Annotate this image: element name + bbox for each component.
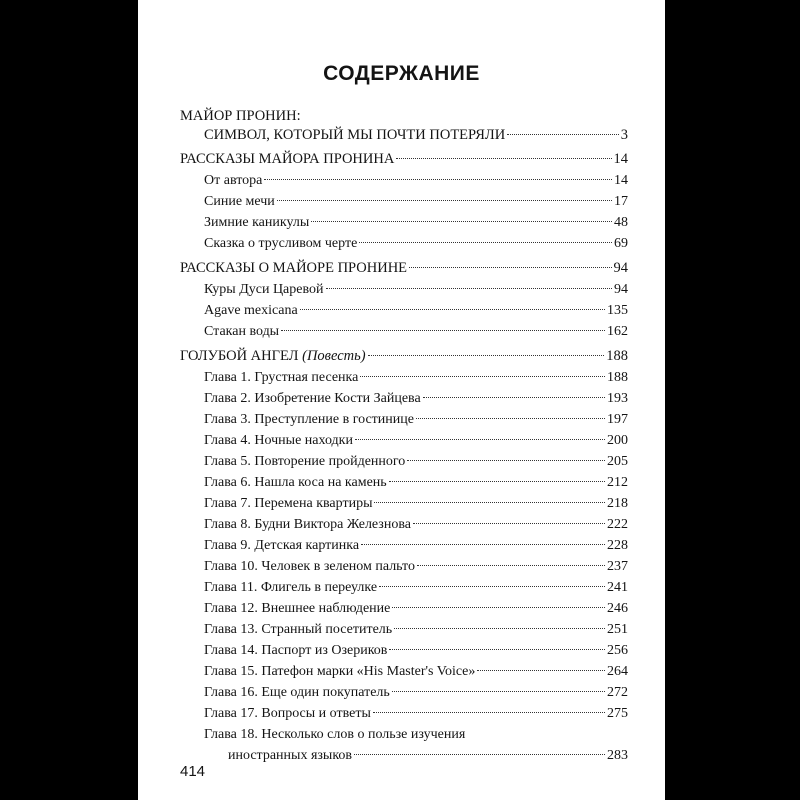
toc-entry-title: Глава 7. Перемена квартиры	[204, 496, 373, 511]
toc-entry-page: 241	[607, 580, 628, 595]
toc-entry-title: иностранных языков	[228, 748, 353, 763]
toc-entry-title: Глава 10. Человек в зеленом пальто	[204, 559, 415, 574]
toc-entry	[204, 171, 628, 191]
dot-leader	[396, 158, 611, 159]
toc-entry-title: Глава 17. Вопросы и ответы	[204, 706, 371, 721]
toc-entry-page: 218	[607, 496, 628, 511]
dot-leader	[507, 134, 619, 135]
dot-leader	[354, 754, 605, 755]
toc-entry-page: 264	[607, 664, 628, 679]
toc-entry	[204, 301, 628, 321]
dot-leader	[264, 179, 612, 180]
dot-leader	[360, 376, 605, 377]
toc-entry-title: РАССКАЗЫ О МАЙОРЕ ПРОНИНЕ	[180, 260, 408, 276]
toc-entry-title: Глава 1. Грустная песенка	[204, 370, 359, 385]
toc-entry	[204, 704, 628, 724]
toc-entry	[204, 620, 628, 640]
dot-leader	[277, 200, 612, 201]
toc-entry	[180, 149, 628, 169]
toc-entry-title: РАССКАЗЫ МАЙОРА ПРОНИНА	[180, 151, 395, 167]
dot-leader	[389, 649, 605, 650]
toc-entry-title: Зимние каникулы	[204, 215, 310, 230]
toc-entry	[204, 431, 628, 451]
toc-entry-page: 205	[607, 454, 628, 469]
page-title: СОДЕРЖАНИЕ	[323, 62, 480, 85]
dot-leader	[379, 586, 605, 587]
toc-entry	[204, 234, 628, 254]
dot-leader	[394, 628, 605, 629]
dot-leader	[416, 418, 605, 419]
toc-entry-title: МАЙОР ПРОНИН:	[180, 108, 301, 124]
toc-entry-page: 135	[607, 303, 628, 318]
toc-entry	[204, 599, 628, 619]
toc-entry-title: Глава 8. Будни Виктора Железнова	[204, 517, 411, 532]
toc-entry-title: Глава 5. Повторение пройденного	[204, 454, 406, 469]
toc-entry-subtitle: (Повесть)	[302, 348, 366, 364]
toc-entry-page: 193	[607, 391, 628, 406]
toc-entry-page: 94	[613, 260, 628, 276]
dot-leader	[392, 691, 605, 692]
toc-entry	[204, 515, 628, 535]
toc-entry-title: Глава 6. Нашла коса на камень	[204, 475, 387, 490]
toc-entry-title: Agave mexicana	[204, 303, 298, 318]
toc-entry-title: Глава 2. Изобретение Кости Зайцева	[204, 391, 421, 406]
toc-entry-title: Куры Дуси Царевой	[204, 282, 324, 297]
toc-entry-page: 188	[606, 348, 628, 364]
toc-entry-page: 48	[614, 215, 628, 230]
toc-entry-page: 256	[607, 643, 628, 658]
toc-entry	[204, 725, 628, 745]
toc-entry-page: 197	[607, 412, 628, 427]
toc-entry-page: 3	[620, 127, 628, 143]
toc-entry-page: 162	[607, 324, 628, 339]
toc-entry-title: Глава 3. Преступление в гостинице	[204, 412, 414, 427]
toc-entry-page: 17	[614, 194, 628, 209]
toc-entry-page: 188	[607, 370, 628, 385]
toc-entry-title: ГОЛУБОЙ АНГЕЛ (Повесть)	[180, 348, 366, 364]
toc-entry-title: СИМВОЛ, КОТОРЫЙ МЫ ПОЧТИ ПОТЕРЯЛИ	[204, 127, 506, 143]
toc-entry	[204, 213, 628, 233]
toc-entry-page: 212	[607, 475, 628, 490]
toc-entry-page: 94	[614, 282, 628, 297]
toc-entry-title: Глава 9. Детская картинка	[204, 538, 360, 553]
dot-leader	[477, 670, 605, 671]
toc-entry-title: Глава 13. Странный посетитель	[204, 622, 393, 637]
toc-entry-page: 251	[607, 622, 628, 637]
toc-entry-page: 272	[607, 685, 628, 700]
dot-leader	[300, 309, 605, 310]
left-border	[0, 0, 138, 800]
dot-leader	[392, 607, 605, 608]
toc-entry-title: Стакан воды	[204, 324, 280, 339]
dot-leader	[423, 397, 605, 398]
toc-entry	[204, 410, 628, 430]
toc-entry-page: 237	[607, 559, 628, 574]
toc-entry	[204, 280, 628, 300]
dot-leader	[368, 355, 605, 356]
toc-entry-title: Глава 4. Ночные находки	[204, 433, 353, 448]
toc-entry	[228, 746, 628, 766]
dot-leader	[409, 267, 611, 268]
book-page	[138, 0, 665, 800]
page-number: 414	[180, 763, 206, 780]
toc-entry	[204, 368, 628, 388]
dot-leader	[374, 502, 605, 503]
toc-entry-page: 69	[614, 236, 628, 251]
dot-leader	[373, 712, 605, 713]
toc-entry-title: Глава 15. Патефон марки «His Master's Voice»	[204, 664, 476, 679]
toc-entry-title: Синие мечи	[204, 194, 275, 209]
toc-entry-page: 14	[613, 151, 628, 167]
toc-entry	[204, 641, 628, 661]
dot-leader	[417, 565, 605, 566]
toc-entry	[204, 125, 628, 145]
toc-entry	[204, 322, 628, 342]
toc-entry-title: Глава 11. Флигель в переулке	[204, 580, 378, 595]
toc-entry-title: Глава 12. Внешнее наблюдение	[204, 601, 391, 616]
toc-entry	[204, 662, 628, 682]
toc-entry	[180, 258, 628, 278]
toc-entry	[204, 683, 628, 703]
toc-entry-page: 228	[607, 538, 628, 553]
toc-entry	[204, 473, 628, 493]
toc-entry	[204, 192, 628, 212]
toc-entry	[204, 557, 628, 577]
toc-entry	[204, 389, 628, 409]
toc-entry-page: 14	[614, 173, 628, 188]
toc-entry	[204, 494, 628, 514]
toc-entry	[180, 106, 628, 126]
toc-entry	[204, 452, 628, 472]
dot-leader	[355, 439, 605, 440]
toc-entry-title: Сказка о трусливом черте	[204, 236, 358, 251]
toc-entry-page: 275	[607, 706, 628, 721]
dot-leader	[407, 460, 605, 461]
toc-entry-page: 222	[607, 517, 628, 532]
toc-entry-page: 283	[607, 748, 628, 763]
toc-entry-title: Глава 18. Несколько слов о пользе изучения	[204, 727, 466, 742]
dot-leader	[326, 288, 613, 289]
toc-entry-page: 246	[607, 601, 628, 616]
dot-leader	[389, 481, 605, 482]
dot-leader	[413, 523, 605, 524]
dot-leader	[311, 221, 612, 222]
toc-entry	[204, 578, 628, 598]
dot-leader	[359, 242, 612, 243]
toc-entry	[204, 536, 628, 556]
toc-entry-title: Глава 14. Паспорт из Озериков	[204, 643, 388, 658]
toc-entry-title: Глава 16. Еще один покупатель	[204, 685, 390, 700]
toc-entry	[180, 346, 628, 366]
toc-entry-page: 200	[607, 433, 628, 448]
dot-leader	[281, 330, 605, 331]
dot-leader	[361, 544, 605, 545]
right-border	[665, 0, 800, 800]
toc-entry-title: От автора	[204, 173, 263, 188]
